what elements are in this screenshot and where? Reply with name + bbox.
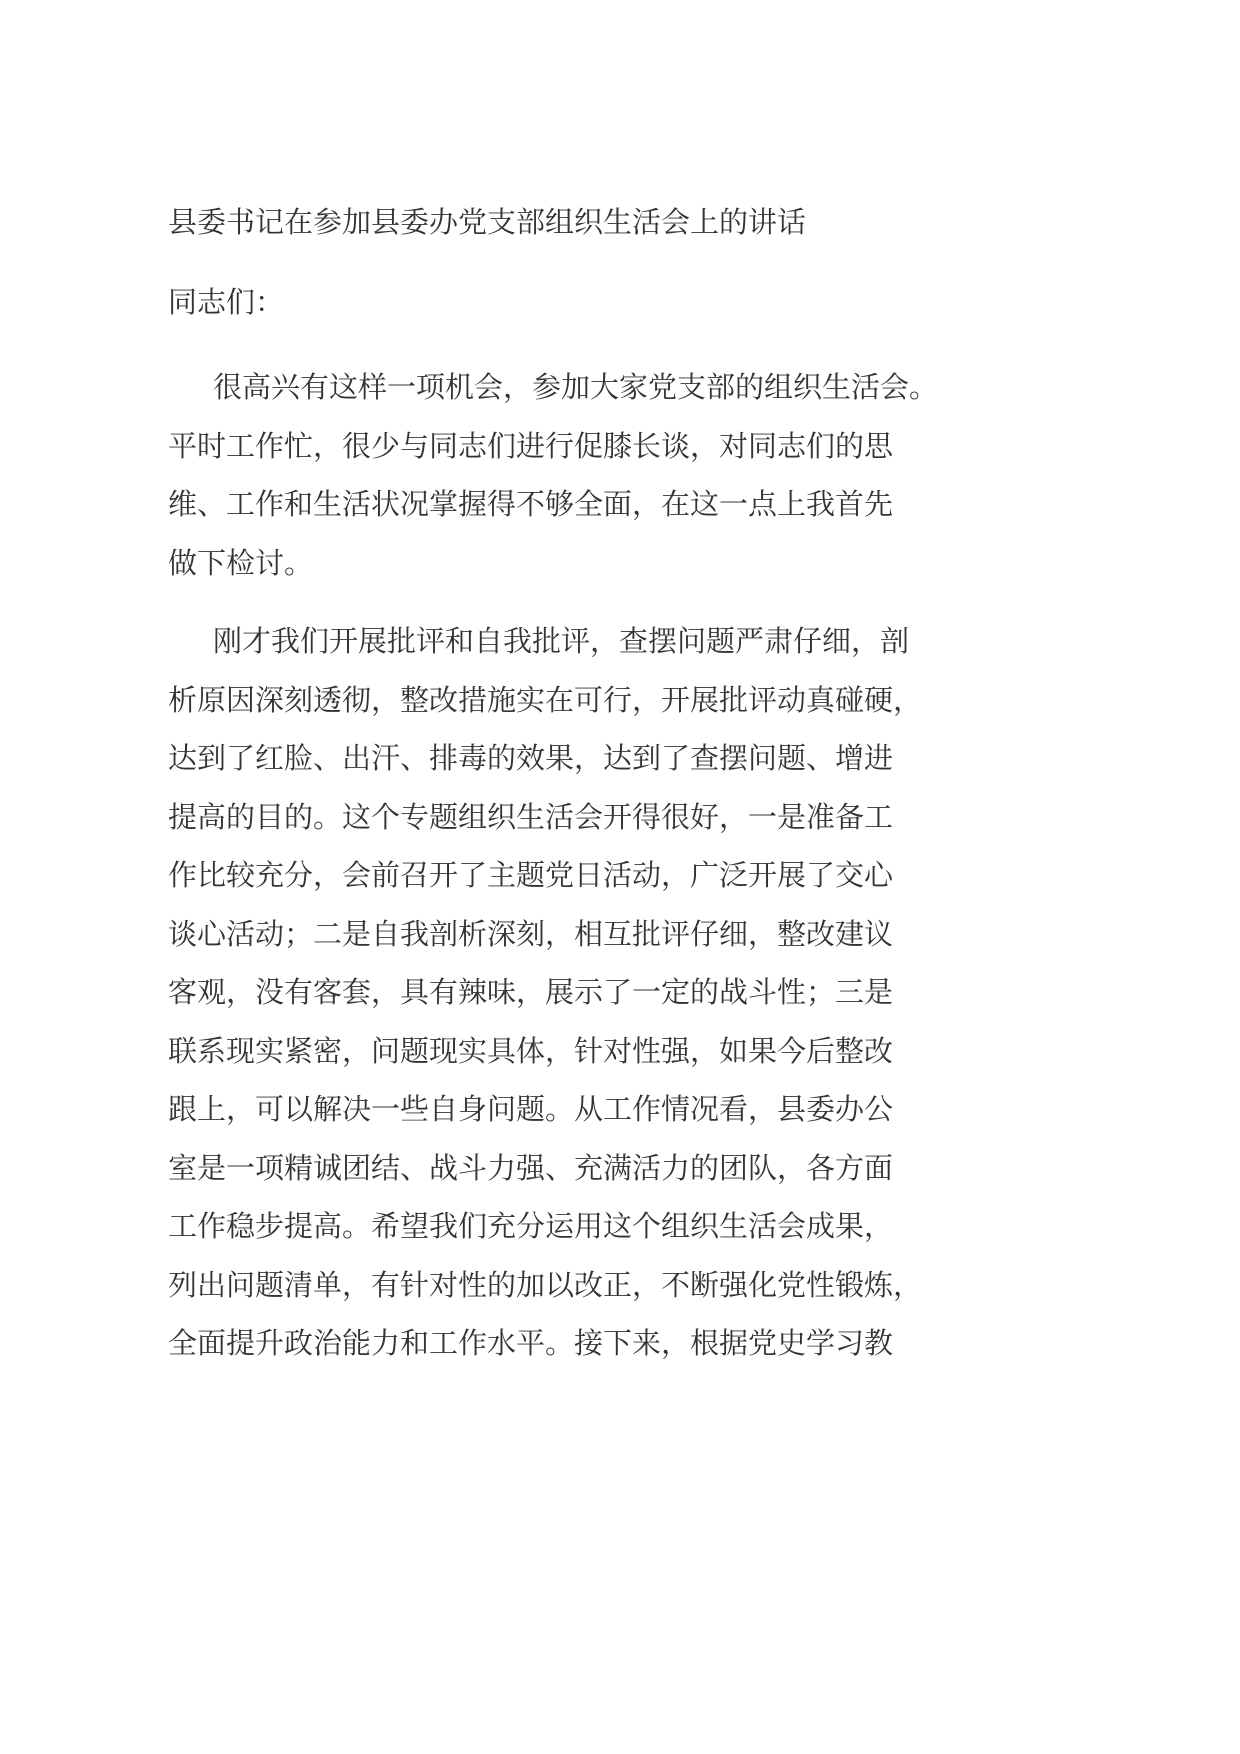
salutation: 同志们： <box>168 285 285 319</box>
paragraph-line: 联系现实紧密，问题现实具体，针对性强，如果今后整改 <box>168 1033 894 1068</box>
document-title: 县委书记在参加县委办党支部组织生活会上的讲话 <box>168 205 807 239</box>
paragraph-line: 析原因深刻透彻，整改措施实在可行，开展批评动真碰硬， <box>168 682 923 717</box>
paragraph-line: 客观，没有客套，具有辣味，展示了一定的战斗性；三是 <box>168 975 894 1009</box>
paragraph-line: 工作稳步提高。希望我们充分运用这个组织生活会成果， <box>168 1209 894 1243</box>
paragraph-line: 做下检讨。 <box>168 545 314 580</box>
paragraph-line: 达到了红脸、出汗、排毒的效果，达到了查摆问题、增进 <box>168 741 894 775</box>
paragraph-line: 谈心活动；二是自我剖析深刻，相互批评仔细，整改建议 <box>168 916 894 951</box>
paragraph-line: 维、工作和生活状况掌握得不够全面，在这一点上我首先 <box>168 487 894 521</box>
document-page <box>168 196 948 1393</box>
paragraph-line: 作比较充分，会前召开了主题党日活动，广泛开展了交心 <box>168 858 894 892</box>
paragraph-line: 全面提升政治能力和工作水平。接下来，根据党史学习教 <box>168 1326 894 1360</box>
paragraph-line: 刚才我们开展批评和自我批评，查摆问题严肃仔细，剖 <box>213 624 910 658</box>
paragraph-line: 很高兴有这样一项机会，参加大家党支部的组织生活会。 <box>213 370 939 404</box>
paragraph-line: 平时工作忙，很少与同志们进行促膝长谈，对同志们的思 <box>168 428 894 463</box>
paragraph-1 <box>168 358 948 592</box>
paragraph-line: 提高的目的。这个专题组织生活会开得很好，一是准备工 <box>168 799 894 834</box>
paragraph-line: 列出问题清单，有针对性的加以改正，不断强化党性锻炼， <box>168 1267 923 1302</box>
paragraph-line: 跟上，可以解决一些自身问题。从工作情况看，县委办公 <box>168 1092 894 1126</box>
paragraph-2 <box>168 612 948 1373</box>
paragraph-line: 室是一项精诚团结、战斗力强、充满活力的团队，各方面 <box>168 1150 894 1185</box>
